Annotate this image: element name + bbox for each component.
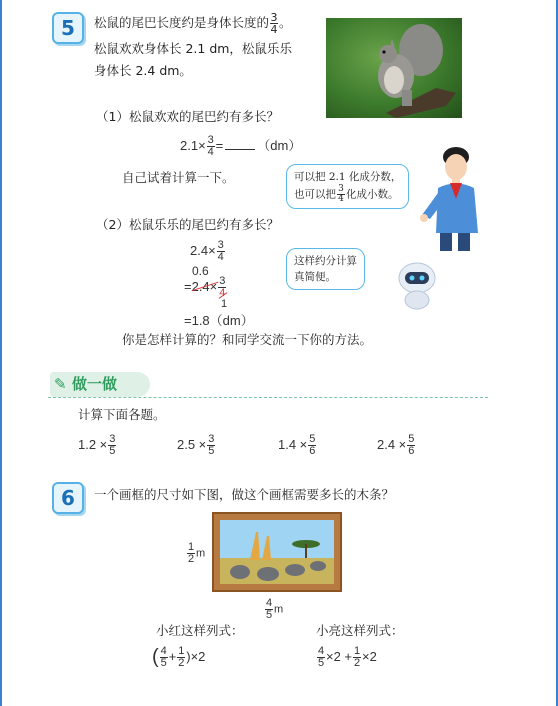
exercise-number-badge: 6 bbox=[52, 482, 84, 514]
discussion-prompt: 你是怎样计算的？和同学交流一下你的方法。 bbox=[122, 332, 373, 347]
fraction bbox=[177, 646, 185, 669]
fraction-three-quarters bbox=[337, 185, 345, 204]
cancelled-number bbox=[192, 279, 210, 294]
fraction-three-quarters bbox=[270, 12, 278, 35]
xiaohong-expression bbox=[152, 646, 205, 669]
bubble2-line1: 这样约分计算 bbox=[294, 255, 357, 267]
numerator: 3 bbox=[270, 11, 278, 24]
q2-line2 bbox=[184, 276, 227, 299]
expr-mid: ×2 + bbox=[326, 648, 353, 664]
fraction bbox=[353, 646, 361, 669]
plus: + bbox=[168, 648, 177, 664]
numerator: 1 bbox=[187, 541, 195, 553]
q2-line3: =1.8（dm） bbox=[184, 313, 254, 328]
bubble1-text-a: 也可以把 bbox=[294, 188, 336, 201]
bubble1-line1: 可以把 2.1 化成分数， bbox=[294, 171, 402, 183]
fraction bbox=[207, 434, 215, 457]
paren-open: ( bbox=[152, 646, 159, 668]
expr-tail: )×2 bbox=[186, 648, 206, 664]
try-item-text: 2.5 × bbox=[177, 436, 207, 452]
equals: = bbox=[215, 138, 224, 153]
squirrel-photo bbox=[326, 18, 462, 118]
answer-blank[interactable] bbox=[225, 137, 255, 150]
numerator: 3 bbox=[208, 433, 215, 445]
q2-line1 bbox=[190, 240, 226, 263]
unit: （dm） bbox=[257, 138, 302, 153]
pencil-icon: ✎ bbox=[54, 375, 67, 393]
try-item-2 bbox=[177, 434, 216, 457]
denominator: 6 bbox=[408, 445, 415, 457]
cancelled-value: 2.4 bbox=[191, 278, 210, 294]
try-heading bbox=[50, 372, 150, 397]
numerator: 1 bbox=[178, 645, 185, 657]
bubble2-line2: 真简便。 bbox=[294, 271, 336, 283]
ex6-question: 一个画框的尺寸如下图，做这个画框需要多长的木条？ bbox=[94, 487, 395, 502]
ex5-text-line2: 松鼠欢欢身体长 2.1 dm，松鼠乐乐 bbox=[94, 41, 292, 56]
xiaoliang-label: 小亮这样列式： bbox=[316, 623, 404, 638]
numerator: 4 bbox=[265, 597, 273, 609]
robot-illustration bbox=[395, 260, 440, 310]
try-item-3 bbox=[278, 434, 317, 457]
section-divider bbox=[48, 397, 488, 398]
denominator: 5 bbox=[109, 445, 116, 457]
q1-note: 自己试着计算一下。 bbox=[122, 170, 235, 185]
numerator: 1 bbox=[353, 645, 361, 657]
denominator: 2 bbox=[187, 553, 195, 565]
fraction bbox=[160, 646, 168, 669]
question-2: （2）松鼠乐乐的尾巴约有多长？ bbox=[96, 217, 279, 232]
denominator: 5 bbox=[265, 609, 273, 621]
fraction-three-quarters bbox=[218, 276, 226, 299]
speech-bubble-boy bbox=[286, 164, 409, 209]
q2-line1-text: 2.4× bbox=[190, 242, 216, 258]
q2-cancel-top: 0.6 bbox=[192, 264, 209, 278]
frame-side-length bbox=[186, 542, 205, 565]
bubble1-line2 bbox=[294, 185, 401, 204]
denominator: 4 bbox=[219, 287, 226, 299]
speech-bubble-robot bbox=[286, 248, 365, 290]
numerator: 4 bbox=[317, 645, 325, 657]
xiaohong-label: 小红这样列式： bbox=[156, 623, 244, 638]
denominator: 4 bbox=[217, 251, 224, 263]
frame-bottom-length bbox=[264, 598, 283, 621]
denominator: 4 bbox=[207, 146, 214, 159]
numerator: 5 bbox=[309, 433, 316, 445]
exercise-number-badge: 5 bbox=[52, 12, 84, 44]
fraction-half bbox=[187, 542, 195, 565]
q1-expr-a: 2.1× bbox=[180, 138, 206, 153]
denominator: 2 bbox=[353, 657, 361, 669]
try-item-text: 1.2 × bbox=[78, 436, 108, 452]
boy-illustration bbox=[418, 143, 488, 253]
times: × bbox=[209, 278, 218, 294]
ex5-text-line1 bbox=[94, 12, 292, 35]
try-item-4 bbox=[377, 434, 416, 457]
try-item-1 bbox=[78, 434, 117, 457]
xiaoliang-expression bbox=[316, 646, 377, 669]
fraction-four-fifths bbox=[265, 598, 273, 621]
punct: 。 bbox=[279, 15, 292, 30]
numerator: 3 bbox=[109, 433, 116, 445]
denominator: 5 bbox=[208, 445, 215, 457]
denominator: 6 bbox=[309, 445, 316, 457]
fraction bbox=[308, 434, 316, 457]
try-item-text: 1.4 × bbox=[278, 436, 308, 452]
unit: m bbox=[196, 547, 206, 560]
expr-tail: ×2 bbox=[362, 648, 377, 664]
ex5-line1-text: 松鼠的尾巴长度约是身体长度的 bbox=[94, 15, 270, 30]
fraction bbox=[407, 434, 415, 457]
try-item-text: 2.4 × bbox=[377, 436, 407, 452]
fraction bbox=[108, 434, 116, 457]
denominator: 2 bbox=[178, 657, 185, 669]
try-heading-text: 做一做 bbox=[72, 375, 118, 393]
numerator: 3 bbox=[207, 134, 214, 147]
numerator: 4 bbox=[160, 645, 167, 657]
denominator: 4 bbox=[270, 23, 278, 36]
bubble1-text-b: 化成小数。 bbox=[346, 188, 399, 201]
numerator: 3 bbox=[217, 239, 224, 251]
q1-expression bbox=[180, 135, 301, 158]
unit: m bbox=[274, 603, 284, 616]
picture-frame bbox=[212, 512, 342, 592]
fraction-three-quarters bbox=[217, 240, 225, 263]
denominator: 4 bbox=[338, 194, 344, 204]
q2-cancel-bottom: 1 bbox=[221, 298, 228, 310]
try-instruction: 计算下面各题。 bbox=[78, 407, 166, 422]
question-1: （1）松鼠欢欢的尾巴约有多长？ bbox=[96, 109, 279, 124]
fraction-three-quarters bbox=[207, 135, 215, 158]
ex5-text-line3: 身体长 2.4 dm。 bbox=[94, 63, 192, 78]
equals: = bbox=[184, 278, 192, 294]
numerator: 3 bbox=[338, 184, 344, 194]
numerator: 3 bbox=[219, 275, 226, 287]
numerator: 5 bbox=[408, 433, 415, 445]
denominator: 5 bbox=[160, 657, 167, 669]
fraction bbox=[317, 646, 325, 669]
denominator: 5 bbox=[317, 657, 325, 669]
